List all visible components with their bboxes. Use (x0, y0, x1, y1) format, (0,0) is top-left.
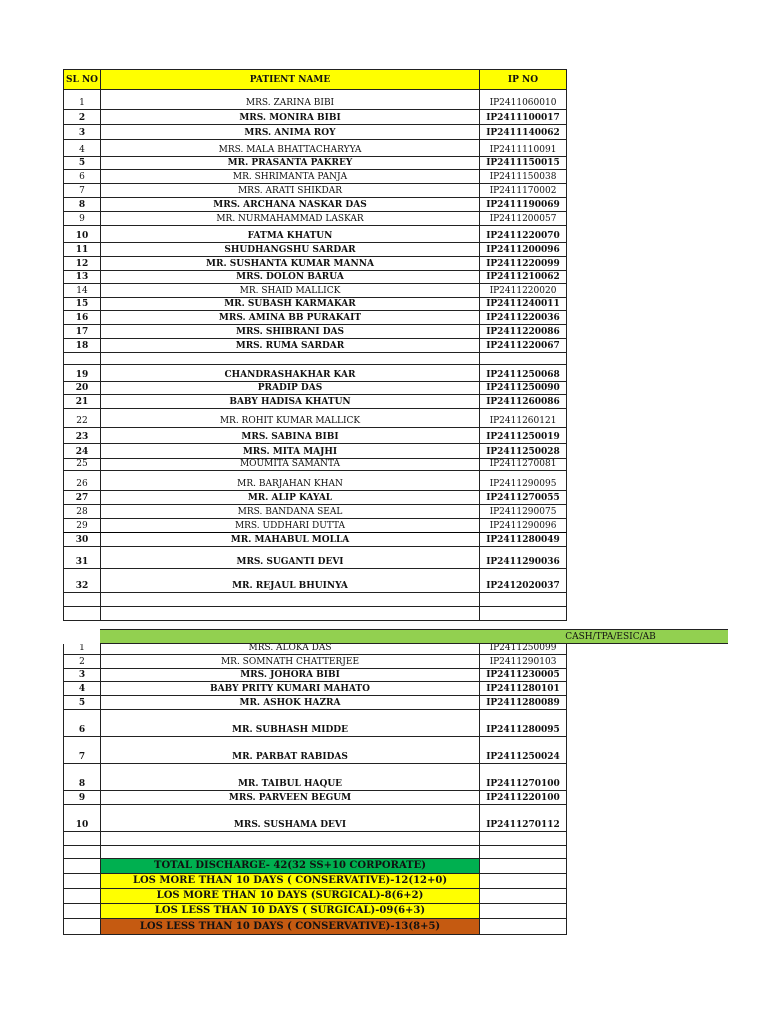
patient-row (63, 471, 567, 491)
blank-patient-name (100, 593, 479, 607)
patient-ip-no: IP2411270055 (479, 491, 567, 505)
blank-row (63, 353, 567, 365)
patient-patient-name: MR. BARJAHAN KHAN (100, 471, 479, 491)
patient-row (63, 90, 567, 110)
patient-sl-no: 19 (63, 365, 100, 382)
patient-patient-name: MOUMITA SAMANTA (100, 459, 479, 471)
patient-row (63, 157, 567, 170)
patient-sl-no: 15 (63, 298, 100, 311)
summary-row (63, 874, 567, 889)
patient-ip-no: IP2411260121 (479, 409, 567, 428)
patient-patient-name: MR. REJAUL BHUINYA (100, 569, 479, 593)
patient-row (63, 257, 567, 271)
patient-ip-no: IP2411250028 (479, 444, 567, 459)
patient-ip-no: IP2411220070 (479, 226, 567, 243)
patient-patient-name: MR. NURMAHAMMAD LASKAR (100, 212, 479, 226)
patient-row (63, 125, 567, 140)
cash-patient-ip-no: IP2411250024 (479, 737, 567, 764)
cash-patient-sl-no: 2 (63, 655, 100, 669)
patient-patient-name: MR. SUBASH KARMAKAR (100, 298, 479, 311)
patient-sl-no: 32 (63, 569, 100, 593)
blank-patient-name (100, 353, 479, 365)
cash-patient-ip-no: IP2411280095 (479, 710, 567, 737)
header-patient-name: PATIENT NAME (100, 69, 479, 90)
patient-row (63, 226, 567, 243)
blank-row (63, 832, 567, 846)
cash-patient-patient-name: MR. SUBHASH MIDDE (100, 710, 479, 737)
patient-patient-name: PRADIP DAS (100, 382, 479, 395)
summary-ip-cell (479, 889, 567, 904)
cash-patient-ip-no: IP2411270100 (479, 764, 567, 791)
patient-patient-name: SHUDHANGSHU SARDAR (100, 243, 479, 257)
cash-patient-patient-name: MRS. PARVEEN BEGUM (100, 791, 479, 805)
patient-ip-no: IP2411150038 (479, 170, 567, 184)
patient-sl-no: 16 (63, 311, 100, 325)
patient-patient-name: MR. SHRIMANTA PANJA (100, 170, 479, 184)
patient-row (63, 519, 567, 533)
patient-row (63, 505, 567, 519)
patient-sl-no: 21 (63, 395, 100, 409)
patient-row (63, 284, 567, 298)
blank-row (63, 607, 567, 621)
patient-row (63, 409, 567, 428)
patient-ip-no: IP2411210062 (479, 271, 567, 284)
cash-patient-sl-no: 6 (63, 710, 100, 737)
patient-ip-no: IP2411190069 (479, 198, 567, 212)
cash-patient-row (63, 764, 567, 791)
patient-sl-no: 4 (63, 140, 100, 157)
patient-ip-no: IP2411200057 (479, 212, 567, 226)
patient-ip-no: IP2411270081 (479, 459, 567, 471)
blank-sl-no (63, 593, 100, 607)
summary-text: TOTAL DISCHARGE- 42(32 SS+10 CORPORATE) (100, 859, 479, 874)
patient-sl-no: 6 (63, 170, 100, 184)
cash-patient-sl-no: 1 (63, 644, 100, 655)
patient-sl-no: 7 (63, 184, 100, 198)
patient-row (63, 170, 567, 184)
patient-ip-no: IP2411250019 (479, 428, 567, 444)
cash-patient-sl-no: 9 (63, 791, 100, 805)
patient-ip-no: IP2411100017 (479, 110, 567, 125)
patient-row (63, 395, 567, 409)
summary-text: LOS LESS THAN 10 DAYS ( CONSERVATIVE)-13(8+5) (100, 919, 479, 935)
patient-patient-name: MRS. RUMA SARDAR (100, 339, 479, 353)
summary-ip-cell (479, 874, 567, 889)
patient-patient-name: MRS. ANIMA ROY (100, 125, 479, 140)
patient-sl-no: 10 (63, 226, 100, 243)
patient-patient-name: FATMA KHATUN (100, 226, 479, 243)
cash-patient-patient-name: BABY PRITY KUMARI MAHATO (100, 682, 479, 696)
summary-text: LOS MORE THAN 10 DAYS (SURGICAL)-8(6+2) (100, 889, 479, 904)
cash-patient-ip-no: IP2411220100 (479, 791, 567, 805)
patient-sl-no: 12 (63, 257, 100, 271)
cash-patient-patient-name: MR. PARBAT RABIDAS (100, 737, 479, 764)
cash-patient-ip-no: IP2411270112 (479, 805, 567, 832)
patient-row (63, 444, 567, 459)
blank-sl-no (63, 832, 100, 846)
blank-sl-no (63, 846, 100, 859)
patient-sl-no: 23 (63, 428, 100, 444)
patient-ip-no: IP2411150015 (479, 157, 567, 170)
blank-patient-name (100, 832, 479, 846)
summary-sl-cell (63, 919, 100, 935)
patient-sl-no: 31 (63, 547, 100, 569)
patient-patient-name: MRS. ZARINA BIBI (100, 90, 479, 110)
patient-sl-no: 5 (63, 157, 100, 170)
blank-ip-no (479, 353, 567, 365)
patient-patient-name: MR. ROHIT KUMAR MALLICK (100, 409, 479, 428)
patient-row (63, 547, 567, 569)
patient-patient-name: MR. ALIP KAYAL (100, 491, 479, 505)
blank-row (63, 593, 567, 607)
patient-patient-name: CHANDRASHAKHAR KAR (100, 365, 479, 382)
patient-row (63, 140, 567, 157)
cash-patient-row (63, 737, 567, 764)
patient-row (63, 569, 567, 593)
patient-sl-no: 11 (63, 243, 100, 257)
patient-row (63, 311, 567, 325)
patient-row (63, 428, 567, 444)
patient-patient-name: MR. SUSHANTA KUMAR MANNA (100, 257, 479, 271)
cash-patient-sl-no: 10 (63, 805, 100, 832)
patient-row (63, 212, 567, 226)
header-sl-no: SL NO (63, 69, 100, 90)
summary-sl-cell (63, 874, 100, 889)
cash-patient-sl-no: 5 (63, 696, 100, 710)
patient-ip-no: IP2411240011 (479, 298, 567, 311)
patient-row (63, 339, 567, 353)
patient-sl-no: 18 (63, 339, 100, 353)
patient-row (63, 198, 567, 212)
cash-patient-ip-no: IP2411280089 (479, 696, 567, 710)
patient-patient-name: MRS. DOLON BARUA (100, 271, 479, 284)
patient-ip-no: IP2412020037 (479, 569, 567, 593)
patient-ip-no: IP2411290036 (479, 547, 567, 569)
cash-patient-patient-name: MRS. SUSHAMA DEVI (100, 805, 479, 832)
summary-sl-cell (63, 889, 100, 904)
patient-sl-no: 13 (63, 271, 100, 284)
patient-sl-no: 3 (63, 125, 100, 140)
patient-patient-name: MRS. SHIBRANI DAS (100, 325, 479, 339)
blank-row (63, 846, 567, 859)
patient-sl-no: 8 (63, 198, 100, 212)
cash-patient-patient-name: MR. SOMNATH CHATTERJEE (100, 655, 479, 669)
patient-sl-no: 22 (63, 409, 100, 428)
patient-sl-no: 1 (63, 90, 100, 110)
blank-ip-no (479, 593, 567, 607)
cash-patient-ip-no: IP2411230005 (479, 669, 567, 682)
cash-patient-sl-no: 4 (63, 682, 100, 696)
patient-sl-no: 28 (63, 505, 100, 519)
patient-row (63, 298, 567, 311)
patient-row (63, 365, 567, 382)
patient-sl-no: 14 (63, 284, 100, 298)
patient-ip-no: IP2411290095 (479, 471, 567, 491)
patient-ip-no: IP2411220067 (479, 339, 567, 353)
patient-sl-no: 29 (63, 519, 100, 533)
patient-patient-name: MRS. MALA BHATTACHARYYA (100, 140, 479, 157)
summary-ip-cell (479, 904, 567, 919)
cash-patient-row (63, 669, 567, 682)
patient-sl-no: 30 (63, 533, 100, 547)
cash-patient-patient-name: MR. TAIBUL HAQUE (100, 764, 479, 791)
header-row (63, 69, 567, 90)
blank-patient-name (100, 607, 479, 621)
cash-patient-ip-no: IP2411280101 (479, 682, 567, 696)
patient-sl-no: 25 (63, 459, 100, 471)
blank-ip-no (479, 832, 567, 846)
patient-ip-no: IP2411220099 (479, 257, 567, 271)
patient-row (63, 243, 567, 257)
patient-patient-name: MRS. AMINA BB PURAKAIT (100, 311, 479, 325)
cash-patient-row (63, 696, 567, 710)
patient-sl-no: 20 (63, 382, 100, 395)
summary-row (63, 889, 567, 904)
cash-patient-patient-name: MRS. JOHORA BIBI (100, 669, 479, 682)
patient-ip-no: IP2411220086 (479, 325, 567, 339)
patient-sl-no: 26 (63, 471, 100, 491)
patient-row (63, 459, 567, 471)
summary-sl-cell (63, 859, 100, 874)
patient-ip-no: IP2411250068 (479, 365, 567, 382)
cash-patient-row (63, 791, 567, 805)
patient-ip-no: IP2411170002 (479, 184, 567, 198)
patient-ip-no: IP2411260086 (479, 395, 567, 409)
cash-patient-ip-no: IP2411250099 (479, 644, 567, 655)
patient-sl-no: 9 (63, 212, 100, 226)
patient-ip-no: IP2411200096 (479, 243, 567, 257)
cash-patient-row (63, 644, 567, 655)
patient-row (63, 325, 567, 339)
cash-patient-row (63, 682, 567, 696)
blank-ip-no (479, 846, 567, 859)
blank-patient-name (100, 846, 479, 859)
patient-row (63, 271, 567, 284)
patient-patient-name: MR. SHAID MALLICK (100, 284, 479, 298)
cash-patient-ip-no: IP2411290103 (479, 655, 567, 669)
patient-ip-no: IP2411250090 (479, 382, 567, 395)
patient-patient-name: MR. MAHABUL MOLLA (100, 533, 479, 547)
patient-patient-name: MR. PRASANTA PAKREY (100, 157, 479, 170)
header-ip-no: IP NO (479, 69, 567, 90)
patient-patient-name: MRS. ARATI SHIKDAR (100, 184, 479, 198)
blank-sl-no (63, 353, 100, 365)
patient-patient-name: MRS. ARCHANA NASKAR DAS (100, 198, 479, 212)
blank-ip-no (479, 607, 567, 621)
patient-ip-no: IP2411290096 (479, 519, 567, 533)
blank-sl-no (63, 607, 100, 621)
category-band (100, 629, 728, 644)
patient-patient-name: MRS. SUGANTI DEVI (100, 547, 479, 569)
cash-patient-patient-name: MR. ASHOK HAZRA (100, 696, 479, 710)
patient-sl-no: 2 (63, 110, 100, 125)
cash-patient-row (63, 805, 567, 832)
patient-row (63, 184, 567, 198)
patient-ip-no: IP2411220036 (479, 311, 567, 325)
cash-patient-sl-no: 8 (63, 764, 100, 791)
summary-row (63, 919, 567, 935)
patient-patient-name: MRS. BANDANA SEAL (100, 505, 479, 519)
summary-text: LOS MORE THAN 10 DAYS ( CONSERVATIVE)-12(12+0) (100, 874, 479, 889)
summary-row (63, 904, 567, 919)
cash-patient-sl-no: 3 (63, 669, 100, 682)
patient-ip-no: IP2411280049 (479, 533, 567, 547)
summary-text: LOS LESS THAN 10 DAYS ( SURGICAL)-09(6+3) (100, 904, 479, 919)
patient-row (63, 491, 567, 505)
patient-sl-no: 17 (63, 325, 100, 339)
cash-patient-sl-no: 7 (63, 737, 100, 764)
patient-ip-no: IP2411290075 (479, 505, 567, 519)
patient-patient-name: MRS. SABINA BIBI (100, 428, 479, 444)
cash-patient-row (63, 655, 567, 669)
patient-sl-no: 24 (63, 444, 100, 459)
category-band-label: CASH/TPA/ESIC/AB (565, 631, 656, 642)
summary-row (63, 859, 567, 874)
patient-patient-name: MRS. UDDHARI DUTTA (100, 519, 479, 533)
patient-patient-name: MRS. MONIRA BIBI (100, 110, 479, 125)
patient-ip-no: IP2411110091 (479, 140, 567, 157)
patient-ip-no: IP2411220020 (479, 284, 567, 298)
patient-ip-no: IP2411140062 (479, 125, 567, 140)
cash-patient-row (63, 710, 567, 737)
summary-ip-cell (479, 919, 567, 935)
patient-row (63, 110, 567, 125)
patient-patient-name: BABY HADISA KHATUN (100, 395, 479, 409)
patient-sl-no: 27 (63, 491, 100, 505)
patient-row (63, 382, 567, 395)
patient-row (63, 533, 567, 547)
patient-ip-no: IP2411060010 (479, 90, 567, 110)
summary-ip-cell (479, 859, 567, 874)
patient-patient-name: MRS. MITA MAJHI (100, 444, 479, 459)
summary-sl-cell (63, 904, 100, 919)
cash-patient-patient-name: MRS. ALOKA DAS (100, 644, 479, 655)
